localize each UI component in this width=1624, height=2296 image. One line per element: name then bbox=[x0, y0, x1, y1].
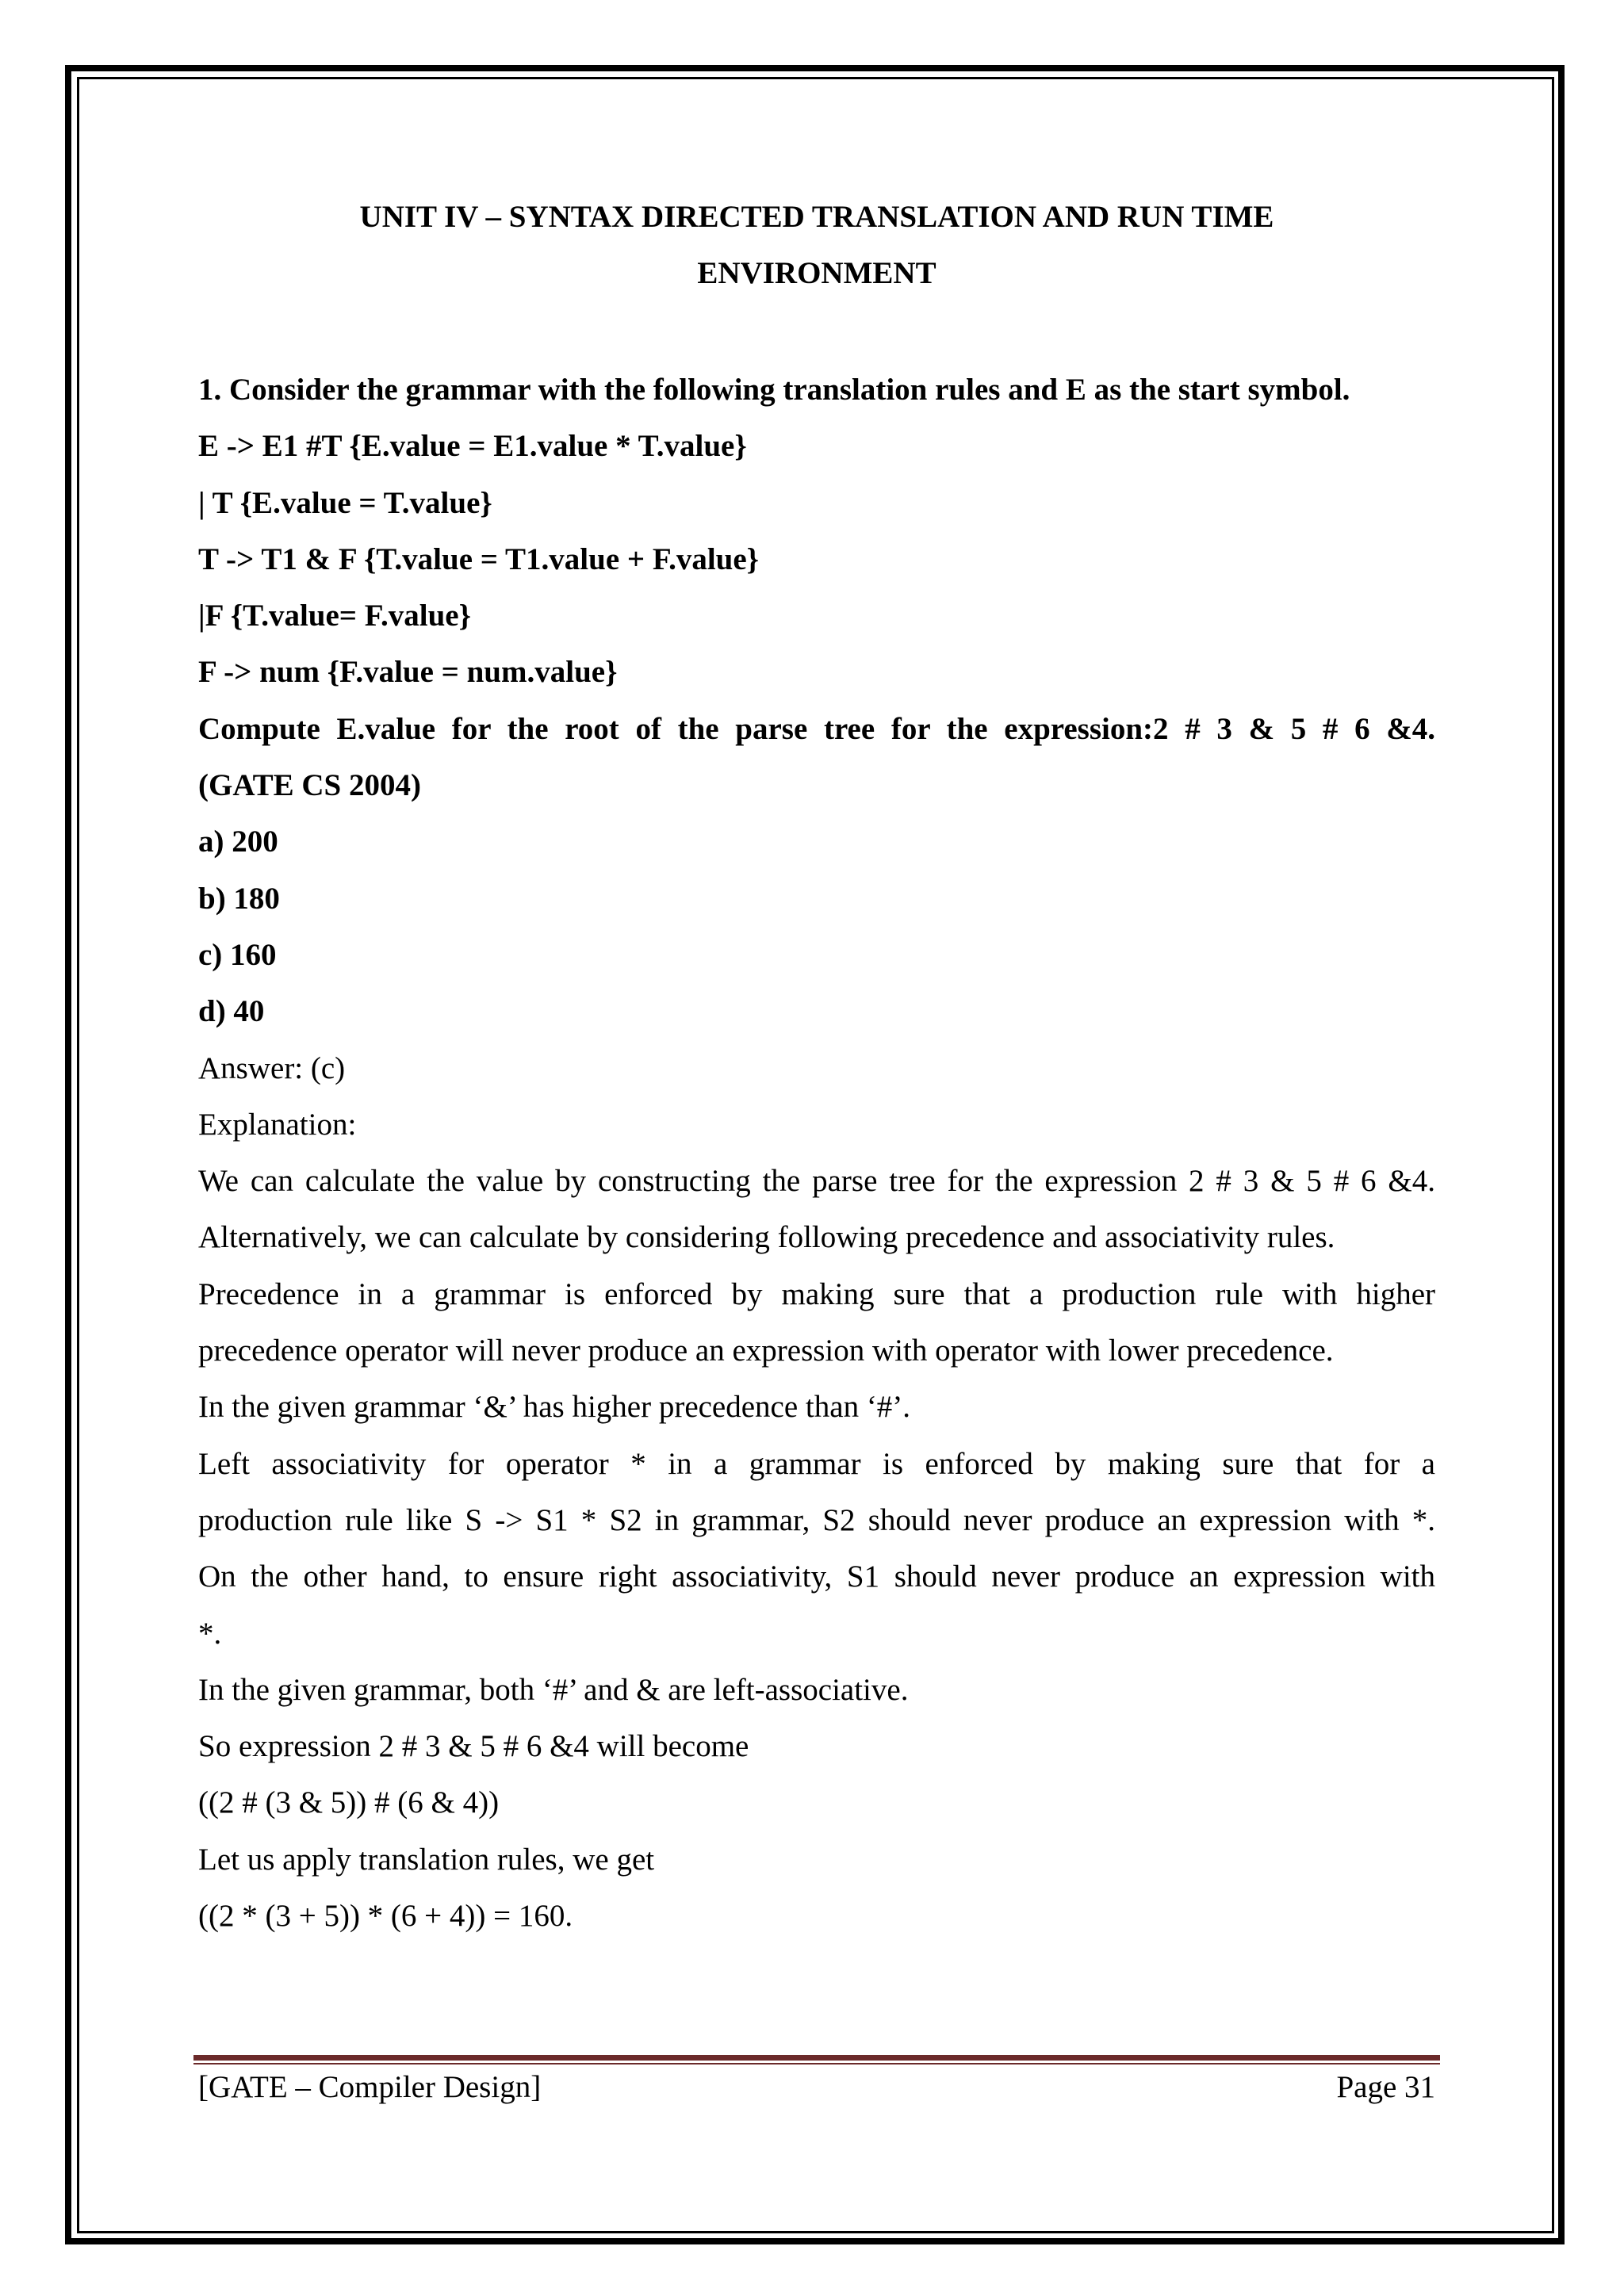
explanation-line: Precedence in a grammar is enforced by making sure that a production rule with higher bbox=[198, 1276, 1435, 1311]
footer-rule bbox=[193, 2055, 1440, 2061]
option-d: d) 40 bbox=[198, 994, 265, 1029]
explanation-line: Left associativity for operator * in a grammar is enforced by making sure that for a bbox=[198, 1446, 1435, 1481]
footer-book-title: [GATE – Compiler Design] bbox=[198, 2070, 542, 2104]
explanation-line: In the given grammar, both ‘#’ and & are left-associative. bbox=[198, 1672, 909, 1707]
grammar-rule: E -> E1 #T {E.value = E1.value * T.value} bbox=[198, 429, 747, 464]
question-intro: 1. Consider the grammar with the following translation rules and E as the start symbol. bbox=[198, 373, 1350, 407]
unit-heading-line1: UNIT IV – SYNTAX DIRECTED TRANSLATION AND RUN TIME bbox=[359, 200, 1274, 234]
explanation-line: *. bbox=[198, 1616, 222, 1651]
grammar-rule: T -> T1 & F {T.value = T1.value + F.value} bbox=[198, 541, 760, 576]
explanation-line: ((2 # (3 & 5)) # (6 & 4)) bbox=[198, 1785, 500, 1820]
footer-page-number: Page 31 bbox=[1336, 2070, 1435, 2104]
explanation-line: ((2 * (3 + 5)) * (6 + 4)) = 160. bbox=[198, 1899, 573, 1934]
question-source: (GATE CS 2004) bbox=[198, 768, 421, 803]
grammar-rule: F -> num {F.value = num.value} bbox=[198, 655, 618, 690]
explanation-label: Explanation: bbox=[198, 1107, 357, 1142]
grammar-rule: | T {E.value = T.value} bbox=[198, 485, 492, 520]
explanation-line: On the other hand, to ensure right associativity, S1 should never produce an expression with bbox=[198, 1559, 1435, 1594]
page-content bbox=[198, 362, 1435, 1944]
explanation-line: Let us apply translation rules, we get bbox=[198, 1842, 655, 1877]
answer-line: Answer: (c) bbox=[198, 1050, 346, 1085]
explanation-line: precedence operator will never produce an expression with operator with lower precedence. bbox=[198, 1334, 1334, 1368]
explanation-line: So expression 2 # 3 & 5 # 6 &4 will become bbox=[198, 1729, 749, 1764]
explanation-line: In the given grammar ‘&’ has higher precedence than ‘#’. bbox=[198, 1390, 911, 1425]
unit-heading-line2: ENVIRONMENT bbox=[697, 256, 936, 290]
explanation-line: We can calculate the value by constructing the parse tree for the expression 2 # 3 & 5 # 6 &4. bbox=[198, 1164, 1435, 1199]
explanation-line: production rule like S -> S1 * S2 in grammar, S2 should never produce an expression with *. bbox=[198, 1502, 1435, 1537]
option-c: c) 160 bbox=[198, 937, 277, 972]
explanation-line: Alternatively, we can calculate by considering following precedence and associativity rules. bbox=[198, 1220, 1335, 1255]
grammar-rule: |F {T.value= F.value} bbox=[198, 599, 471, 633]
question-prompt: Compute E.value for the root of the parse tree for the expression:2 # 3 & 5 # 6 &4. bbox=[198, 711, 1435, 746]
option-b: b) 180 bbox=[198, 881, 280, 916]
option-a: a) 200 bbox=[198, 825, 278, 859]
